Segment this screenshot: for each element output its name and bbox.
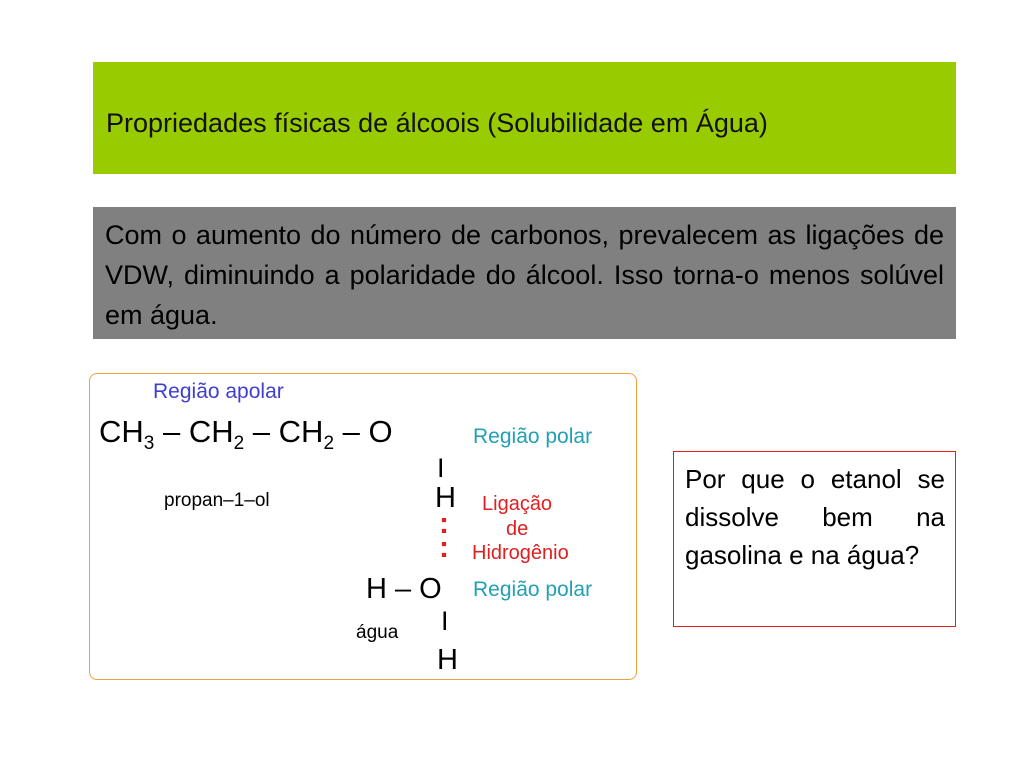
title-bar: [93, 62, 956, 174]
explanation-text: Com o aumento do número de carbonos, prevalecem as ligações de VDW, diminuindo a polaridade do álcool. Isso torna-o menos solúvel em água.: [105, 220, 944, 330]
hydrogen-bottom: H: [437, 644, 458, 676]
molecule-diagram: [89, 373, 637, 680]
water-ho: H – O: [366, 573, 442, 605]
explanation-box: [93, 207, 956, 339]
oh-bond-bottom: I: [441, 606, 449, 636]
hydrogen-bond-dots: : :: [439, 507, 449, 564]
question-text: Por que o etanol se dissolve bem na gasolina e na água?: [685, 464, 945, 570]
polar-region-label-top: Região polar: [473, 425, 593, 448]
slide-title: Propriedades físicas de álcoois (Solubilidade em Água): [106, 107, 768, 138]
question-box: [673, 451, 956, 627]
propanol-formula: $CH_3 - CH_2 - CH_2$ – O: [99, 414, 393, 454]
hydrogen-bond-label-3: Hidrogênio: [472, 542, 569, 564]
hydrogen-top: H: [435, 482, 456, 514]
apolar-region-label: Região apolar: [153, 380, 284, 403]
molecule-name-label: propan–1–ol: [164, 490, 270, 511]
polar-region-label-bottom: Região polar: [473, 578, 593, 601]
oh-bond-top: I: [437, 453, 445, 483]
hydrogen-bond-label-2: de: [506, 518, 529, 540]
water-name-label: água: [356, 622, 399, 643]
hydrogen-bond-label-1: Ligação: [482, 493, 553, 515]
